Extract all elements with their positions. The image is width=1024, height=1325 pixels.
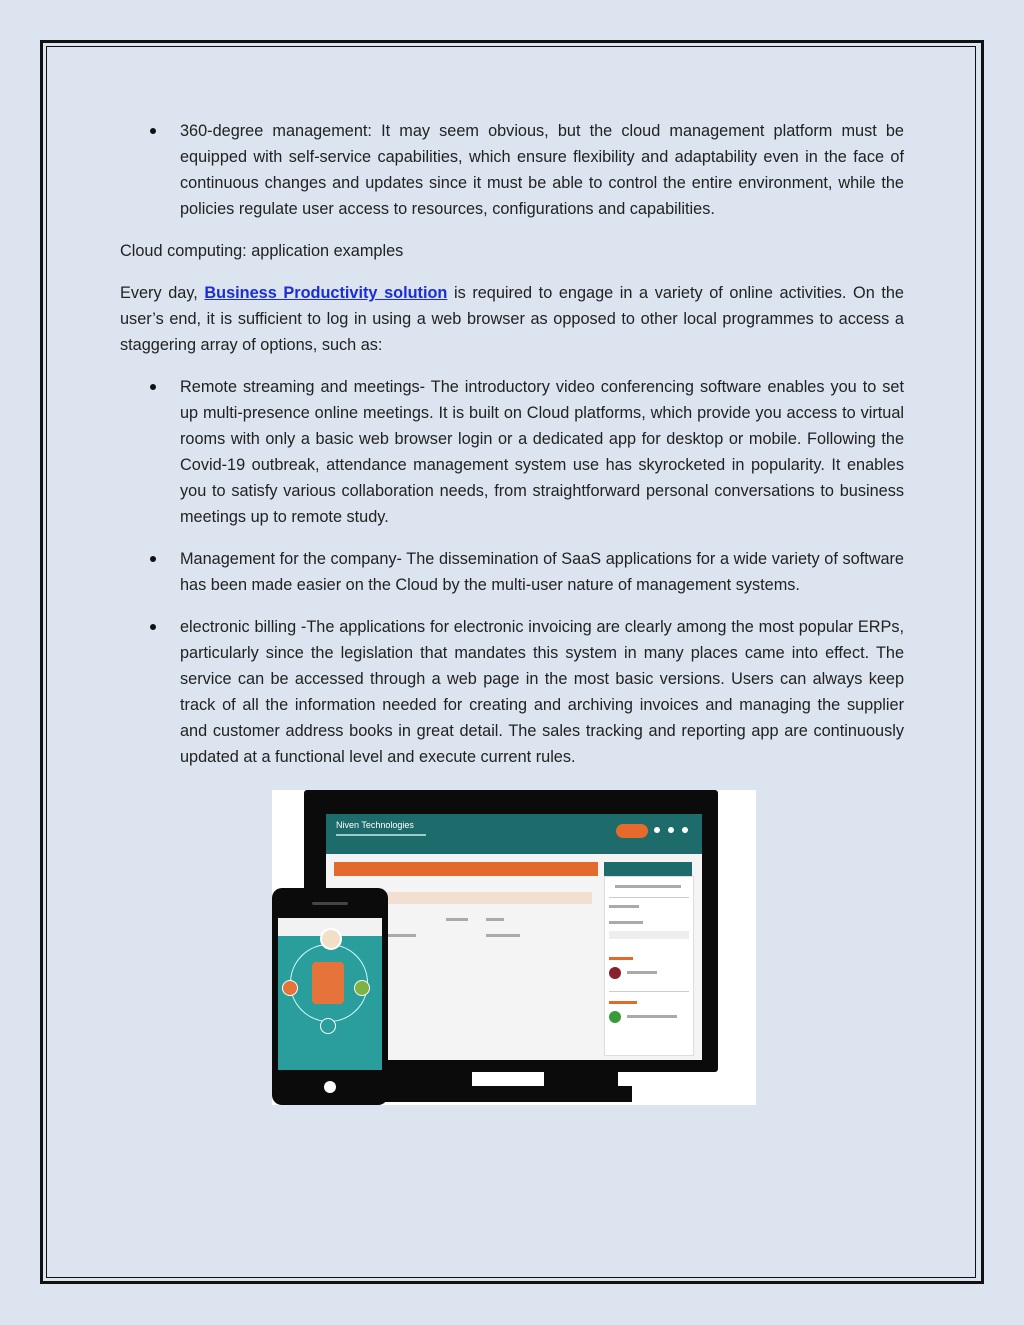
text-line — [627, 971, 657, 974]
phone-screen — [278, 918, 382, 1070]
bullet-icon — [150, 556, 156, 562]
app-header — [326, 814, 702, 854]
app-brand: Niven Technologies — [336, 820, 414, 830]
text-line — [386, 934, 416, 937]
document-body — [120, 118, 904, 786]
app-icon — [654, 827, 660, 833]
list-item — [120, 374, 904, 530]
text-line — [615, 885, 681, 888]
bullet-text: electronic billing -The applications for electronic invoicing are clearly among the most popular ERPs, particularly since the legislation that mandates this system in many places came into effect. The service can be accessed through a web page in the most basic versions. Users can always keep track of all the information needed for creating and archiving invoices and managing the supplier and customer address books in great detail. The sales tracking and reporting app are continuously updated at a functional level and execute current rules. — [180, 618, 904, 766]
app-icon — [668, 827, 674, 833]
phone-speaker — [312, 902, 348, 905]
bullet-icon — [150, 128, 156, 134]
list-item — [120, 546, 904, 598]
home-button-icon — [324, 1081, 336, 1093]
monitor-base — [382, 1086, 632, 1102]
avatar — [609, 1011, 621, 1023]
text-line — [446, 918, 468, 921]
list-item — [120, 614, 904, 770]
avatar — [609, 967, 621, 979]
app-side-panel — [604, 876, 694, 1056]
avatar — [320, 928, 342, 950]
list-item — [120, 118, 904, 222]
bullet-text: 360-degree management: It may seem obvious, but the cloud management platform must be equipped with self-service capabilities, which ensure flexibility and adaptability even in the face of continuous changes and updates since it must be able to control the entire environment, while the policies regulate user access to resources, configurations and capabilities. — [180, 122, 904, 218]
bullet-icon — [150, 384, 156, 390]
phone-node — [354, 980, 370, 996]
intro-suffix: is required to engage in a variety of online activities. On the user’s end, it is sufficient to log in using a web browser as opposed to other local programmes to access a staggering array of options, such as: — [120, 284, 904, 354]
text-line — [486, 918, 504, 921]
text-line — [609, 1001, 637, 1004]
app-table-header — [386, 892, 592, 904]
text-line — [609, 957, 633, 960]
phone-center-card — [312, 962, 344, 1004]
intro-prefix: Every day, — [120, 284, 205, 302]
intro-paragraph — [120, 280, 904, 358]
text-line — [609, 905, 639, 908]
select-box — [609, 931, 689, 939]
app-subtitle-line — [336, 834, 426, 836]
bullet-text: Management for the company- The dissemination of SaaS applications for a wide variety of software has been made easier on the Cloud by the multi-user nature of management systems. — [180, 550, 904, 594]
divider — [609, 897, 689, 898]
phone-node — [320, 1018, 336, 1034]
app-icon — [682, 827, 688, 833]
app-panel-title — [604, 862, 692, 876]
bullet-icon — [150, 624, 156, 630]
app-action-pill — [616, 824, 648, 838]
text-line — [486, 934, 520, 937]
bullet-text: Remote streaming and meetings- The introductory video conferencing software enables you to set up multi-presence online meetings. It is built on Cloud platforms, which provide you access to virtual rooms with only a basic web browser login or a dedicated app for desktop or mobile. Following the Covid-19 outbreak, attendance management system use has skyrocketed in popularity. It enables you to satisfy various collaboration needs, from straightforward personal conversations to business meetings up to remote study. — [180, 378, 904, 526]
phone-icon — [272, 888, 388, 1105]
app-orange-bar — [334, 862, 598, 876]
text-line — [627, 1015, 677, 1018]
divider — [609, 991, 689, 992]
phone-node — [282, 980, 298, 996]
text-line — [609, 921, 643, 924]
section-heading: Cloud computing: application examples — [120, 242, 404, 260]
business-productivity-link[interactable]: Business Productivity solution — [204, 284, 448, 302]
app-illustration — [272, 790, 756, 1105]
